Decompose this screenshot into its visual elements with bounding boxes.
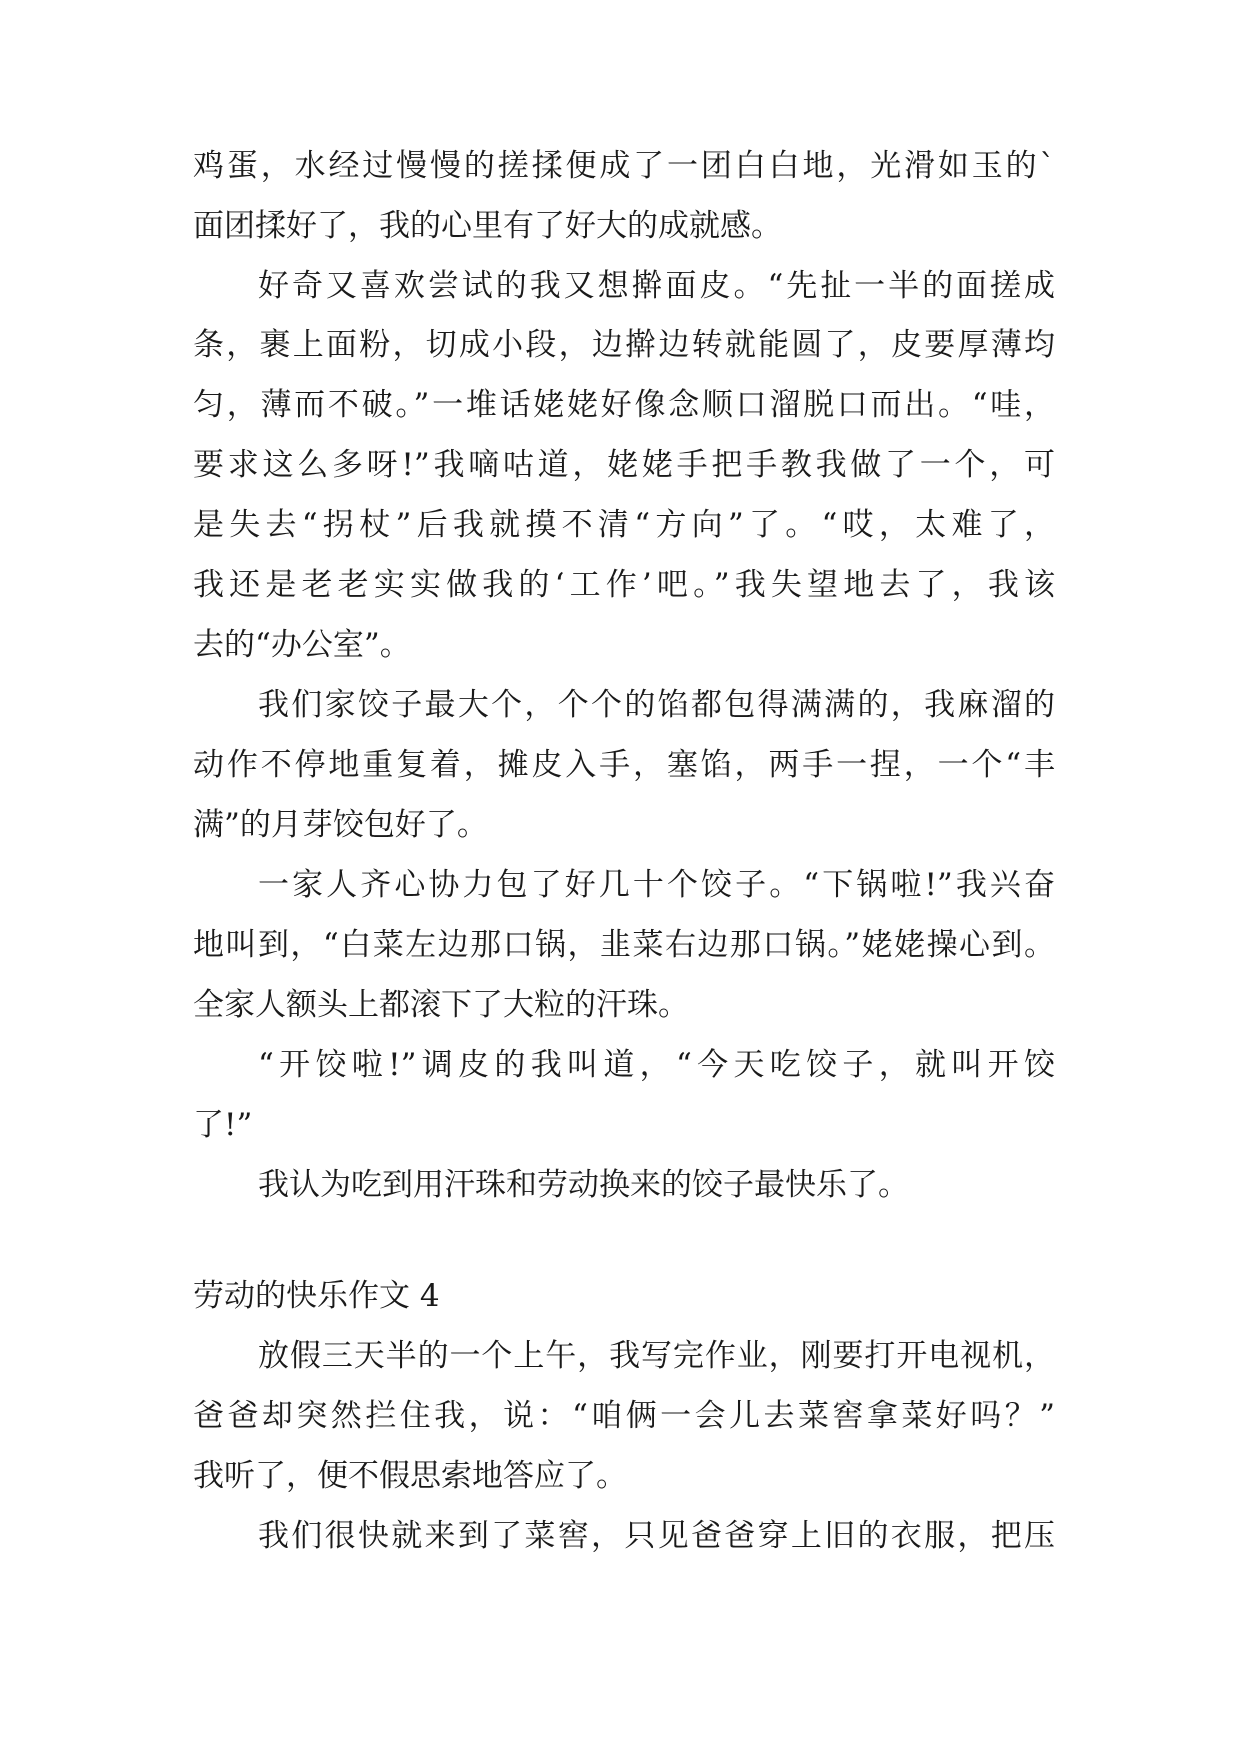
- paragraph-line: 我还是老老实实做我的‘工作’吧。”我失望地去了，我该: [193, 567, 1055, 603]
- paragraph-line: 一家人齐心协力包了好几十个饺子。“下锅啦!”我兴奋: [258, 867, 1055, 903]
- paragraph-line: 地叫到，“白菜左边那口锅，韭菜右边那口锅。”姥姥操心到。: [193, 927, 1055, 963]
- paragraph-line: 我听了，便不假思索地答应了。: [193, 1458, 627, 1494]
- paragraph-line: 条，裹上面粉，切成小段，边擀边转就能圆了，皮要厚薄均: [193, 327, 1055, 363]
- paragraph-line: 鸡蛋，水经过慢慢的搓揉便成了一团白白地，光滑如玉的`: [193, 148, 1055, 184]
- paragraph-line: 动作不停地重复着，摊皮入手，塞馅，两手一捏，一个“丰: [193, 747, 1055, 783]
- paragraph-line: 去的“办公室”。: [193, 627, 411, 663]
- paragraph-line: 放假三天半的一个上午，我写完作业，刚要打开电视机，: [258, 1338, 1055, 1374]
- paragraph-line: 我认为吃到用汗珠和劳动换来的饺子最快乐了。: [258, 1167, 909, 1203]
- paragraph-line: 我们很快就来到了菜窖，只见爸爸穿上旧的衣服，把压: [258, 1518, 1055, 1554]
- paragraph-line: 了!”: [193, 1107, 253, 1143]
- paragraph-line: 全家人额头上都滚下了大粒的汗珠。: [193, 987, 689, 1023]
- paragraph-line: 好奇又喜欢尝试的我又想擀面皮。“先扯一半的面搓成: [258, 268, 1055, 304]
- paragraph-line: “开饺啦!”调皮的我叫道，“今天吃饺子，就叫开饺: [258, 1047, 1055, 1083]
- paragraph-line: 满”的月芽饺包好了。: [193, 807, 488, 843]
- paragraph-line: 我们家饺子最大个，个个的馅都包得满满的，我麻溜的: [258, 687, 1055, 723]
- section-heading: 劳动的快乐作文 4: [193, 1278, 440, 1314]
- paragraph-line: 匀，薄而不破。”一堆话姥姥好像念顺口溜脱口而出。“哇，: [193, 387, 1055, 423]
- paragraph-line: 是失去“拐杖”后我就摸不清“方向”了。“哎，太难了，: [193, 507, 1055, 543]
- paragraph-line: 要求这么多呀!”我嘀咕道，姥姥手把手教我做了一个，可: [193, 447, 1055, 483]
- paragraph-line: 爸爸却突然拦住我，说：“咱俩一会儿去菜窖拿菜好吗？”: [193, 1398, 1055, 1434]
- paragraph-line: 面团揉好了，我的心里有了好大的成就感。: [193, 208, 782, 244]
